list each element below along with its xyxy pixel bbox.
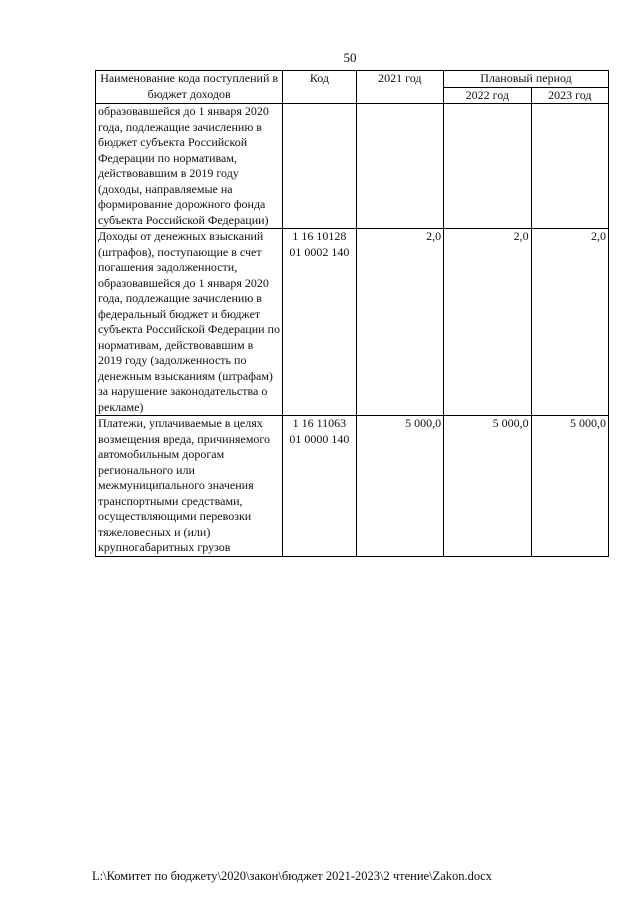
- row-name: образовавшейся до 1 января 2020 года, подлежащие зачислению в бюджет субъекта Российской Федерации по нормативам, действовавшим в 2019 году (доходы, направляемые на формирование дорожного фонда субъекта Российской Федерации): [96, 104, 283, 229]
- header-code: Код: [283, 71, 356, 104]
- row-2021: 5 000,0: [356, 416, 444, 557]
- row-name: Платежи, уплачиваемые в целях возмещения вреда, причиняемого автомобильным дорогам регионального или межмуниципального значения транспортными средствами, осуществляющими перевозки тяжеловесных и (или) крупногабаритных грузов: [96, 416, 283, 557]
- row-code: 1 16 11063 01 0000 140: [283, 416, 356, 557]
- header-planned-period: Плановый период: [444, 71, 609, 88]
- row-2023: 2,0: [531, 229, 608, 416]
- header-2021: 2021 год: [356, 71, 444, 104]
- row-code: 1 16 10128 01 0002 140: [283, 229, 356, 416]
- row-2021: [356, 104, 444, 229]
- row-2022: 2,0: [444, 229, 532, 416]
- table-row: [96, 229, 609, 416]
- table-row: [96, 104, 609, 229]
- table-row: [96, 416, 609, 557]
- row-code: [283, 104, 356, 229]
- row-2022: 5 000,0: [444, 416, 532, 557]
- row-2023: 5 000,0: [531, 416, 608, 557]
- row-2022: [444, 104, 532, 229]
- page-number: 50: [343, 50, 357, 65]
- header-2022: 2022 год: [444, 87, 532, 104]
- row-2021: 2,0: [356, 229, 444, 416]
- header-name: Наименование кода поступлений в бюджет доходов: [96, 71, 283, 104]
- header-2023: 2023 год: [531, 87, 608, 104]
- row-2023: [531, 104, 608, 229]
- footer-file-path: L:\Комитет по бюджету\2020\закон\бюджет 2021-2023\2 чтение\Zakon.docx: [92, 869, 492, 883]
- row-name: Доходы от денежных взысканий (штрафов), поступающие в счет погашения задолженности, образовавшейся до 1 января 2020 года, подлежащие зачислению в федеральный бюджет и бюджет субъекта Российской Федерации по нормативам, действовавшим в 2019 году (задолженность по денежным взысканиям (штрафам) за нарушение законодательства о рекламе): [96, 229, 283, 416]
- budget-revenue-table: [95, 70, 609, 557]
